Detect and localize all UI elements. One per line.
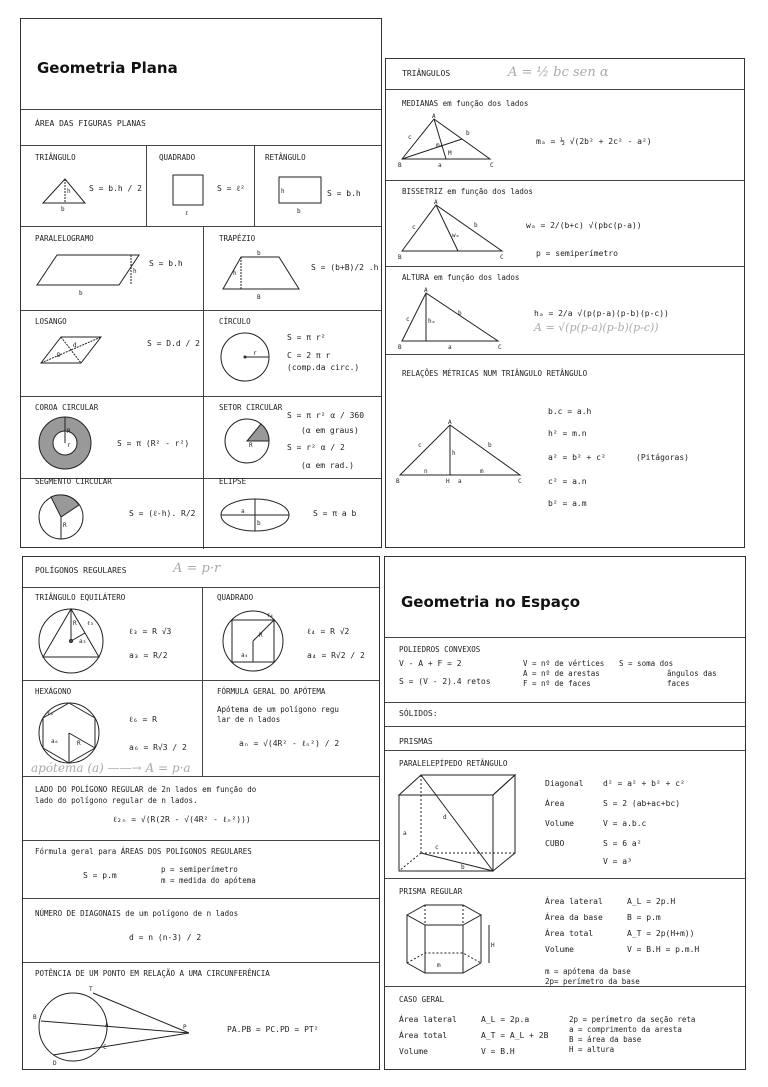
svg-text:P: P	[183, 1024, 187, 1031]
formula-a4: a₄ = R√2 / 2	[307, 651, 365, 660]
note-s-3: faces	[667, 679, 690, 688]
inscribed-square-figure	[219, 605, 287, 675]
svg-text:b: b	[297, 208, 301, 215]
formula-euler: V - A + F = 2	[399, 659, 462, 668]
svg-text:b: b	[466, 130, 470, 137]
note-s-2: ângulos das	[667, 669, 717, 678]
svg-text:C: C	[103, 1044, 107, 1051]
prism-total-formula: A_T = 2p(H+m))	[627, 929, 695, 938]
label-poliedros: POLIEDROS CONVEXOS	[399, 645, 481, 654]
formula-trapezio: S = (b+B)/2 .h	[311, 263, 379, 272]
divider	[21, 109, 381, 110]
prism-note-2p: 2p= perímetro da base	[545, 977, 640, 986]
prism-volume-formula: V = B.H = p.m.H	[627, 945, 700, 954]
note-f: F = nº de faces	[523, 679, 591, 688]
cuboid-figure	[395, 771, 521, 875]
note-setor-rad: (α em rad.)	[301, 461, 354, 470]
rectangle-figure	[277, 175, 327, 217]
formula-triangulo: S = b.h / 2	[89, 184, 142, 193]
svg-text:ℓ₃: ℓ₃	[87, 620, 94, 627]
caso-note-2p: 2p = perímetro da seção reta	[569, 1015, 696, 1024]
panel-geometria-plana	[20, 18, 382, 548]
svg-text:a: a	[448, 344, 452, 351]
page-title: Geometria no Espaço	[401, 593, 581, 611]
altitude-triangle-figure	[398, 287, 506, 349]
caso-lateral-formula: A_L = 2p.a	[481, 1015, 530, 1024]
svg-text:D: D	[53, 1060, 57, 1067]
right-triangle-figure	[396, 419, 524, 489]
svg-text:a: a	[241, 508, 245, 515]
label-paralelepipedo: PARALELEPÍPEDO RETÂNGULO	[399, 759, 508, 768]
label-quadrado: QUADRADO	[159, 153, 196, 162]
handwritten-note: A = p·r	[173, 561, 221, 576]
hexagonal-prism-figure	[397, 901, 501, 979]
svg-text:r: r	[67, 442, 71, 449]
svg-text:m: m	[437, 962, 441, 969]
svg-text:B: B	[257, 294, 261, 301]
prism-base-label: Área da base	[545, 913, 603, 922]
svg-text:c: c	[408, 134, 412, 141]
svg-text:a₃: a₃	[79, 638, 87, 645]
svg-text:B: B	[398, 254, 402, 261]
formula-setor-graus: S = π r² α / 360	[287, 411, 365, 420]
formula-retangulo: S = b.h	[327, 189, 361, 198]
prism-total-label: Área total	[545, 929, 594, 938]
svg-text:A: A	[448, 419, 452, 426]
caso-note-a: a = comprimento da aresta	[569, 1025, 682, 1034]
svg-text:hₐ: hₐ	[428, 318, 436, 325]
label-setor: SETOR CIRCULAR	[219, 403, 283, 412]
formula-l6: ℓ₆ = R	[129, 715, 157, 724]
caso-total-formula: A_T = A_L + 2B	[481, 1031, 549, 1040]
formula-losango: S = D.d / 2	[147, 339, 200, 348]
panel-triangulos	[385, 58, 745, 548]
apotema-desc-2: lar de n lados	[217, 715, 281, 724]
formula-quadrado: S = ℓ²	[217, 184, 245, 193]
svg-text:wₐ: wₐ	[452, 232, 460, 239]
svg-text:a₆: a₆	[51, 738, 59, 745]
svg-text:a₄: a₄	[241, 652, 249, 659]
svg-text:R: R	[77, 740, 81, 747]
prism-base-formula: B = p.m	[627, 913, 661, 922]
trapezoid-figure	[219, 249, 307, 301]
note-circulo: (comp.da circ.)	[287, 363, 360, 372]
label-altura: ALTURA em função dos lados	[402, 273, 520, 282]
svg-text:d: d	[443, 814, 447, 821]
label-elipse: ELIPSE	[219, 477, 247, 486]
svg-text:a: a	[458, 478, 462, 485]
prism-note-m: m = apótema da base	[545, 967, 631, 976]
formula-l3: ℓ₃ = R √3	[129, 627, 172, 636]
svg-text:C: C	[498, 344, 502, 351]
sector-figure	[223, 417, 273, 467]
svg-text:b: b	[461, 864, 465, 871]
svg-text:a: a	[438, 162, 442, 169]
note-p: p = semiperímetro	[161, 865, 238, 874]
relacao-1: b.c = a.h	[548, 407, 592, 416]
label-diagonais: NÚMERO DE DIAGONAIS de um polígono de n lados	[35, 909, 239, 918]
apotema-desc-1: Apótema de um polígono regu	[217, 705, 339, 714]
bisector-triangle-figure	[398, 201, 508, 259]
cuboid-diagonal-formula: d² = a² + b² + c²	[603, 779, 685, 788]
svg-text:b: b	[79, 290, 83, 297]
circular-segment-figure	[37, 491, 85, 541]
svg-text:C: C	[500, 254, 504, 261]
label-relacoes: RELAÇÕES MÉTRICAS NUM TRIÂNGULO RETÂNGULO	[402, 369, 588, 378]
circle-figure	[219, 331, 273, 385]
parallelogram-figure	[35, 251, 145, 299]
caso-note-h: H = altura	[569, 1045, 615, 1054]
cuboid-volume-formula: V = a.b.c	[603, 819, 647, 828]
formula-setor-rad: S = r² α / 2	[287, 443, 345, 452]
label-medianas: MEDIANAS em função dos lados	[402, 99, 529, 108]
section-title: POLÍGONOS REGULARES	[35, 566, 127, 575]
relacao-3-nota: (Pitágoras)	[636, 453, 689, 462]
relacao-3: a² = b² + c²	[548, 453, 606, 462]
ellipse-figure	[219, 497, 295, 533]
svg-text:h: h	[133, 268, 137, 275]
cuboid-diagonal-label: Diagonal	[545, 779, 584, 788]
svg-text:D: D	[57, 352, 61, 359]
cube-label: CUBO	[545, 839, 565, 848]
svg-text:ℓ: ℓ	[185, 210, 188, 217]
label-losango: LOSANGO	[35, 317, 67, 326]
section-title: TRIÂNGULOS	[402, 69, 451, 78]
svg-text:ℓ₆: ℓ₆	[47, 710, 54, 717]
section-heading: ÁREA DAS FIGURAS PLANAS	[35, 119, 146, 128]
svg-text:R: R	[259, 632, 263, 639]
formula-paralelogramo: S = b.h	[149, 259, 183, 268]
rhombus-figure	[39, 333, 105, 373]
caso-volume-formula: V = B.H	[481, 1047, 515, 1056]
label-quadrado-inscrito: QUADRADO	[217, 593, 254, 602]
formula-lado-2n: ℓ₂ₙ = √(R(2R - √(4R² - ℓₙ²)))	[113, 815, 251, 824]
annulus-figure	[37, 415, 93, 471]
formula-l4: ℓ₄ = R √2	[307, 627, 350, 636]
note-v: V = nº de vértices	[523, 659, 605, 668]
prism-lateral-formula: A_L = 2p.H	[627, 897, 676, 906]
svg-text:c: c	[418, 442, 422, 449]
cuboid-area-label: Área	[545, 799, 565, 808]
handwritten-note: A = ½ bc sen α	[508, 65, 609, 80]
page-title: Geometria Plana	[37, 59, 178, 77]
formula-circulo-area: S = π r²	[287, 333, 326, 342]
svg-text:b: b	[488, 442, 492, 449]
label-circulo: CÍRCULO	[219, 317, 251, 326]
prism-lateral-label: Área lateral	[545, 897, 603, 906]
caso-total-label: Área total	[399, 1031, 448, 1040]
svg-text:R: R	[249, 442, 253, 449]
formula-altura: hₐ = 2/a √(p(p-a)(p-b)(p-c))	[534, 309, 669, 318]
svg-text:B: B	[398, 162, 402, 169]
formula-coroa: S = π (R² - r²)	[117, 439, 190, 448]
note-s-1: S = soma dos	[619, 659, 674, 668]
svg-text:T: T	[89, 986, 93, 993]
formula-diagonais: d = n (n-3) / 2	[129, 933, 202, 942]
equilateral-triangle-figure	[37, 605, 107, 675]
relacao-4: c² = a.n	[548, 477, 587, 486]
svg-text:b: b	[474, 222, 478, 229]
svg-text:c: c	[435, 844, 439, 851]
svg-text:B: B	[33, 1014, 37, 1021]
svg-text:a: a	[403, 830, 407, 837]
formula-a3: a₃ = R/2	[129, 651, 168, 660]
svg-text:b: b	[458, 310, 462, 317]
svg-text:M: M	[448, 150, 452, 157]
formula-soma-angulos: S = (V - 2).4 retos	[399, 677, 491, 686]
square-figure	[171, 173, 207, 217]
power-of-point-figure	[33, 985, 193, 1065]
label-hexagono: HEXÁGONO	[35, 687, 72, 696]
triangle-figure	[41, 177, 91, 211]
label-paralelogramo: PARALELOGRAMO	[35, 234, 94, 243]
formula-area-poligonos: S = p.m	[83, 871, 117, 880]
cube-volume-formula: V = a³	[603, 857, 632, 866]
svg-text:h: h	[452, 450, 456, 457]
label-prisma-regular: PRISMA REGULAR	[399, 887, 463, 896]
label-segmento: SEGMENTO CIRCULAR	[35, 477, 112, 486]
svg-text:H: H	[491, 942, 495, 949]
label-bissetriz: BISSETRIZ em função dos lados	[402, 187, 533, 196]
label-triangulo: TRIÂNGULO	[35, 153, 76, 162]
svg-text:C: C	[490, 162, 494, 169]
row-prismas	[385, 727, 745, 751]
svg-text:c: c	[406, 316, 410, 323]
handwritten-heron: A = √(p(p-a)(p-b)(p-c))	[534, 321, 659, 334]
formula-mediana: mₐ = ½ √(2b² + 2c² - a²)	[536, 137, 652, 146]
cuboid-volume-label: Volume	[545, 819, 574, 828]
svg-text:A: A	[432, 113, 436, 120]
panel-geometria-espaco	[384, 556, 746, 1070]
note-semiperimetro: p = semiperímetro	[536, 249, 618, 258]
label-coroa: COROA CIRCULAR	[35, 403, 99, 412]
cuboid-area-formula: S = 2 (ab+ac+bc)	[603, 799, 681, 808]
label-solidos: SÓLIDOS:	[399, 709, 438, 718]
handwritten-apotema: apótema (a) ——→ A = p·a	[31, 761, 191, 775]
svg-text:c: c	[412, 224, 416, 231]
svg-text:ℓ₄: ℓ₄	[267, 612, 274, 619]
caso-note-b: B = área da base	[569, 1035, 642, 1044]
svg-text:R: R	[67, 428, 71, 435]
svg-text:H: H	[446, 478, 450, 485]
formula-apotema: aₙ = √(4R² - ℓₙ²) / 2	[239, 739, 340, 748]
formula-elipse: S = π a b	[313, 509, 357, 518]
svg-text:B: B	[396, 478, 400, 485]
svg-text:R: R	[63, 522, 67, 529]
caso-volume-label: Volume	[399, 1047, 428, 1056]
svg-text:d: d	[73, 342, 77, 349]
svg-text:n: n	[424, 468, 428, 475]
svg-text:A: A	[105, 1022, 109, 1029]
label-area-poligonos: Fórmula geral para ÁREAS DOS POLÍGONOS REGULARES	[35, 847, 252, 856]
note-m: m = medida do apótema	[161, 876, 256, 885]
caso-lateral-label: Área lateral	[399, 1015, 457, 1024]
svg-text:A: A	[434, 199, 438, 206]
svg-text:b: b	[61, 206, 65, 213]
svg-text:A: A	[424, 287, 428, 294]
svg-text:r: r	[253, 350, 257, 357]
row-solidos	[385, 703, 745, 727]
svg-text:R: R	[73, 620, 77, 627]
label-apotema: FÓRMULA GERAL DO APÓTEMA	[217, 687, 326, 696]
relacao-5: b² = a.m	[548, 499, 587, 508]
median-triangle-figure	[398, 115, 498, 167]
label-potencia: POTÊNCIA DE UM PONTO EM RELAÇÃO A UMA CIRCUNFERÊNCIA	[35, 969, 270, 978]
prism-volume-label: Volume	[545, 945, 574, 954]
svg-text:m: m	[480, 468, 484, 475]
hexagon-figure	[37, 699, 101, 765]
formula-circulo-comprimento: C = 2 π r	[287, 351, 331, 360]
svg-text:mₐ: mₐ	[436, 142, 444, 149]
svg-text:b: b	[257, 250, 261, 257]
svg-text:b: b	[257, 520, 261, 527]
label-caso-geral: CASO GERAL	[399, 995, 445, 1004]
formula-a6: a₆ = R√3 / 2	[129, 743, 187, 752]
label-prismas: PRISMAS	[399, 737, 433, 746]
svg-text:h: h	[233, 270, 237, 277]
formula-bissetriz: wₐ = 2/(b+c) √(pbc(p-a))	[526, 221, 642, 230]
formula-segmento: S = (ℓ-h). R/2	[129, 509, 196, 518]
label-lado-2: lado do polígono regular de n lados.	[35, 796, 198, 805]
cube-area-formula: S = 6 a²	[603, 839, 642, 848]
svg-text:h: h	[67, 188, 71, 195]
note-a: A = nº de arestas	[523, 669, 600, 678]
svg-text:C: C	[518, 478, 522, 485]
svg-text:B: B	[398, 344, 402, 351]
label-equilatero: TRIÂNGULO EQUILÁTERO	[35, 593, 126, 602]
panel-poligonos-regulares	[22, 556, 380, 1070]
svg-text:h: h	[281, 188, 285, 195]
label-lado-1: LADO DO POLÍGONO REGULAR de 2n lados em função do	[35, 785, 257, 794]
relacao-2: h² = m.n	[548, 429, 587, 438]
label-retangulo: RETÂNGULO	[265, 153, 306, 162]
note-setor-graus: (α em graus)	[301, 426, 359, 435]
formula-potencia: PA.PB = PC.PD = PT²	[227, 1025, 319, 1034]
label-trapezio: TRAPÉZIO	[219, 234, 256, 243]
